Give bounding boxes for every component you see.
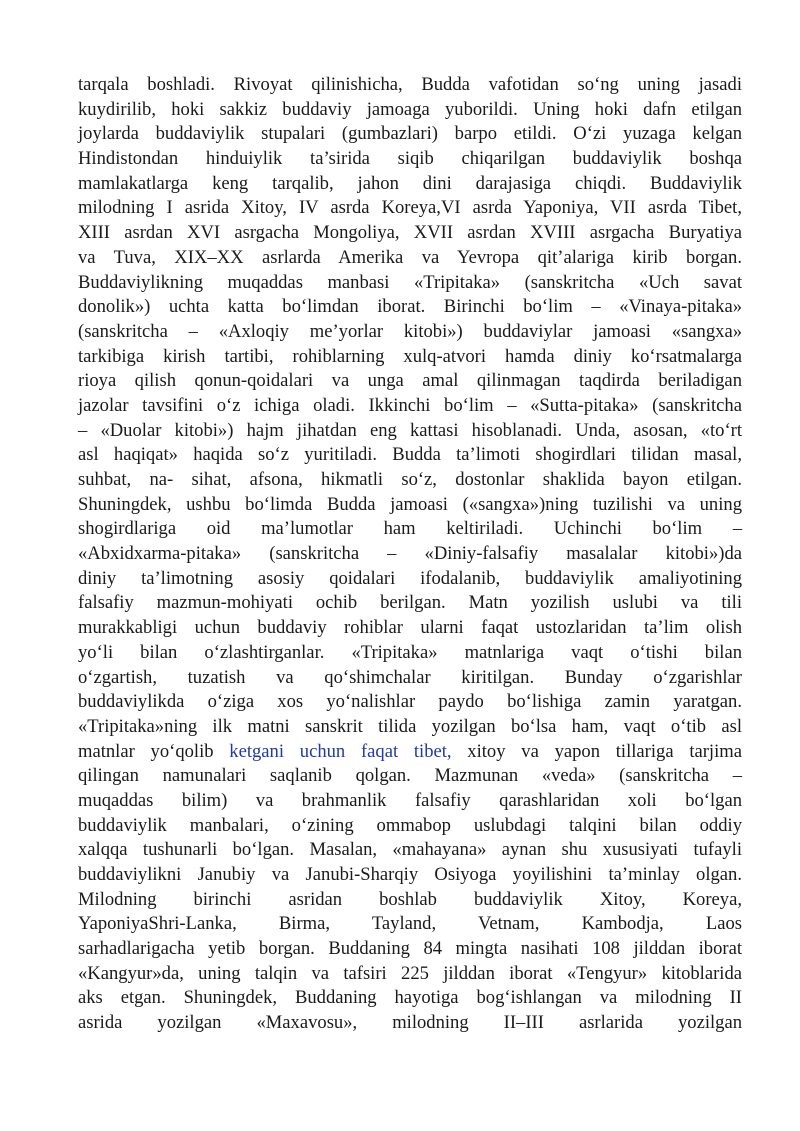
text-line: joylarda buddaviylik stupalari (gumbazlari) barpo etildi. O‘zi yuzaga kelgan (78, 123, 742, 145)
text-line: milodning I asrida Xitoy, IV asrda Koreya,VI asrda Yaponiya, VII asrda Tibet, (78, 197, 742, 219)
text-line: aks etgan. Shuningdek, Buddaning hayotiga bog‘ishlangan va milodning II (78, 987, 742, 1009)
paragraph-block-1 (78, 73, 742, 740)
text-line: buddaviylikni Janubiy va Janubi-Sharqiy Osiyoga yoyilishini ta’minlay olgan. (78, 864, 742, 885)
text-line: mamlakatlarga keng tarqalib, jahon dini darajasiga chiqdi. Buddaviylik (78, 172, 742, 194)
text-line: o‘zgartish, tuzatish va qo‘shimchalar kiritilgan. Bunday o‘zgarishlar (78, 666, 742, 688)
text-line: Buddaviylikning muqaddas manbasi «Tripitaka» (sanskritcha «Uch savat (78, 271, 742, 293)
text-line: XIII asrdan XVI asrgacha Mongoliya, XVII asrdan XVIII asrgacha Buryatiya (78, 222, 742, 244)
hyperlink-text[interactable]: ketgani uchun faqat tibet, (229, 740, 452, 762)
text-line: (sanskritcha – «Axloqiy me’yorlar kitobi») buddaviylar jamoasi «sangxa» (78, 320, 742, 342)
text-line: sarhadlarigacha yetib borgan. Buddaning 84 mingta nasihati 108 jilddan iborat (78, 938, 742, 960)
text-line: Hindistondan hinduiylik ta’sirida siqib chiqarilgan buddaviylik boshqa (78, 148, 742, 170)
link-line-after: xitoy va yapon tillariga tarjima (451, 740, 742, 762)
text-line: Milodning birinchi asridan boshlab buddaviylik Xitoy, Koreya, (78, 888, 742, 910)
text-line: buddaviylikda o‘ziga xos yo‘nalishlar paydo bo‘lishiga zamin yaratgan. (78, 691, 742, 713)
text-line: «Abxidxarma-pitaka» (sanskritcha – «Diniy-falsafiy masalalar kitobi»)da (78, 543, 742, 565)
text-line: rioya qilish qonun-qoidalari va unga amal qilinmagan taqdirda beriladigan (78, 370, 742, 392)
text-line: tarqala boshladi. Rivoyat qilinishicha, Budda vafotidan so‘ng uning jasadi (78, 74, 742, 95)
text-line: «Tripitaka»ning ilk matni sanskrit tilida yozilgan bo‘lsa ham, vaqt o‘tib asl (78, 715, 742, 737)
text-line: yo‘li bilan o‘zlashtirganlar. «Tripitaka» matnlariga vaqt o‘tishi bilan (78, 641, 742, 663)
text-line: kuydirilib, hoki sakkiz buddaviy jamoaga yuborildi. Uning hoki dafn etilgan (78, 98, 742, 120)
text-line: «Kangyur»da, uning talqin va tafsiri 225 jilddan iborat «Tengyur» kitoblarida (78, 962, 742, 984)
text-line: xalqqa tushunarli bo‘lgan. Masalan, «mahayana» aynan shu xususiyati tufayli (78, 839, 742, 861)
text-line: qilingan namunalari saqlanib qolgan. Mazmunan «veda» (sanskritcha – (78, 765, 742, 787)
text-line: murakkabligi uchun buddaviy rohiblar ularni faqat ustozlaridan ta’lim olish (78, 617, 742, 639)
text-line: shogirdlariga oid ma’lumotlar ham keltiriladi. Uchinchi bo‘lim – (78, 518, 742, 540)
text-line: tarkibiga kirish tartibi, rohiblarning xulq-atvori hamda diniy ko‘rsatmalarga (78, 345, 742, 367)
text-line: asl haqiqat» haqida so‘z yuritiladi. Budda ta’limoti shogirdlari tilidan masal, (78, 444, 742, 466)
document-page (78, 73, 742, 1036)
text-line: Shuningdek, ushbu bo‘limda Budda jamoasi («sangxa»)ning tuzilishi va uning (78, 493, 742, 515)
text-line: diniy ta’limotning asosiy qoidalari ifodalanib, buddaviylik amaliyotining (78, 567, 742, 589)
text-line: muqaddas bilim) va brahmanlik falsafiy qarashlaridan xoli bo‘lgan (78, 789, 742, 811)
text-line: falsafiy mazmun-mohiyati ochib berilgan. Matn yozilish uslubi va tili (78, 592, 742, 614)
text-line: va Tuva, XIX–XX asrlarda Amerika va Yevropa qit’alariga kirib borgan. (78, 246, 742, 268)
text-line: – «Duolar kitobi») hajm jihatdan eng kattasi hisoblanadi. Unda, asosan, «to‘rt (78, 419, 742, 441)
text-line: buddaviylik manbalari, o‘zining ommabop uslubdagi talqini bilan oddiy (78, 814, 742, 836)
text-line: donolik») uchta katta bo‘limdan iborat. Birinchi bo‘lim – «Vinaya-pitaka» (78, 296, 742, 318)
link-line-before: matnlar yo‘qolib (78, 740, 230, 762)
text-line: suhbat, na- sihat, afsona, hikmatli so‘z, dostonlar shaklida bayon etilgan. (78, 469, 742, 490)
text-line: YaponiyaShri-Lanka, Birma, Tayland, Vetnam, Kambodja, Laos (78, 913, 742, 935)
text-line: asrida yozilgan «Maxavosu», milodning II–III asrlarida yozilgan (78, 1012, 742, 1034)
paragraph-block-2 (78, 764, 742, 1036)
text-line: jazolar tavsifini o‘z ichiga oladi. Ikkinchi bo‘lim – «Sutta-pitaka» (sanskritcha (78, 394, 742, 416)
text-line-with-link (78, 740, 742, 765)
